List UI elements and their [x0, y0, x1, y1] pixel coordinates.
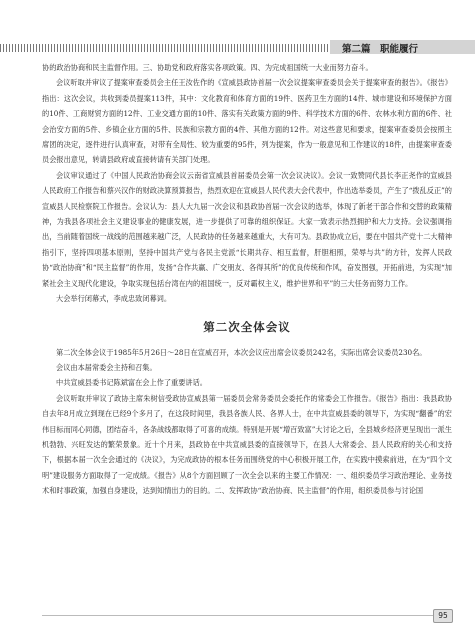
paragraph: 会议由本届常委会主持和召集。 — [56, 362, 157, 372]
paragraph: 第二次全体会议于1985年5月26日～28日在宣威召开，本次会议应出席会议委员242名，实际出席会议委员230名。 — [56, 347, 427, 357]
header-title: 第二篇 职能履行 — [342, 44, 419, 55]
paragraph: 会议审议通过了《中国人民政治协商会议云南省宣威县首届委员会第一次会议决议》。会议一致赞同代县长李正尧作的宣威县人民政府工作报告和蔡兴汉作的财政决算预算报告，热烈欢迎在宣威县人民代表大会代表中，作出选举委员，产生了“拨乱反正”的宣威县人民检察院工作报告。会议认为：县人大九届一次会议和县政协首届一次会议的选举，体现了新老干部合作和交替的政策精神，为我县各项社会主义建设事业的健康发展，进一步提供了可靠的组织保证。大家一致表示热烈拥护和大力支持。会议强调指出，当前随着国统一战线的范围越来越广泛，人民政协的任务越来越重大，大有可为。县政协成立后，要在中国共产党十二大精神指引下，坚持四项基本原则，坚持中国共产党与各民主党派“长期共存、相互监督，肝胆相照，荣辱与共”的方针，发挥人民政协“政治协商”和“民主监督”的作用，发扬“合作共赢、广交朋友、各得其所”的优良传统和作风，奋发图强，开拓前进，为实现“加紧社会主义现代化建设，争取实现包括台湾在内的祖国统一，反对霸权主义，维护世界和平”的三大任务而努力工作。 — [42, 170, 452, 288]
paragraph: 协的政治协商和民主监督作用。三、协助党和政府落实各项政策。四、为完成祖国统一大业而努力奋斗。 — [42, 63, 373, 72]
header-decorative-stripe — [0, 44, 330, 52]
paragraph: 会议听取并审议了提案审查委员会主任王汝佐作的《宣威县政协首届一次会议提案审查委员会关于提案审查的报告》。《报告》指出：这次会议，共收到委员提案113件，其中：文化教育和体育方面的19件、医药卫生方面的14件、城市建设和环境保护方面的10件、工商财贸方面的12件、工业交通方面的10件、落实有关政策方面的9件、科学技术方面的6件、农林水利方面的6件、社会治安方面的5件、乡镇企业方面的5件、民族和宗教方面的4件、其他方面的12件。对这些意见和要求，提案审查委员会按照主席团的决定，逐件进行认真审查，对带有全局性、较为重要的95件，列为提案，作为一般意见和工作建议的18件，由提案审查委员会报出意见，转请县政府或直接转请有关部门处理。 — [42, 78, 452, 165]
paragraph: 会议听取并审议了政协主席朱树信受政协宣威县第一届委员会常务委员会委托作的常委会工作报告。《报告》指出：我县政协自去年8月成立到现在已经9个多月了，在这段时间里，我县各族人民、各界人士，在中共宣威县委的领导下，为实现“翻番”的宏伟目标而同心同德，团结奋斗，各条战线都取得了可喜的成绩。特别是开展“增百致富”大讨论之后，全县城乡经济更呈现出一派生机勃勃、兴旺发达的繁荣景象。近十个月来，县政协在中共宣威县委的直接领导下，在县人大常委会、县人民政府的关心和支持下，根据本届一次全会通过的《决议》，为完成政协的根本任务而围绕党的中心积极开展工作，在实践中摸索前进，在为“四个文明”建设服务方面取得了一定成绩。《报告》从8个方面回顾了一次全会以来的主要工作情况：一、组织委员学习政治理论、业务技术和时事政策，加强自身建设，达到知情出力的目的。二、发挥政协“政治协商、民主监督”的作用，组织委员参与讨论国 — [42, 393, 452, 496]
paragraph: 中共宣威县委书记陈斌富在会上作了重要讲话。 — [56, 378, 207, 388]
running-header — [0, 40, 475, 54]
section-title: 第二次全体会议 — [203, 319, 291, 334]
page-body — [42, 60, 452, 499]
paragraph: 大会举行闭幕式，李成忠致闭幕词。 — [56, 294, 172, 304]
footer-rule — [42, 615, 442, 616]
page-number: 95 — [433, 609, 453, 623]
